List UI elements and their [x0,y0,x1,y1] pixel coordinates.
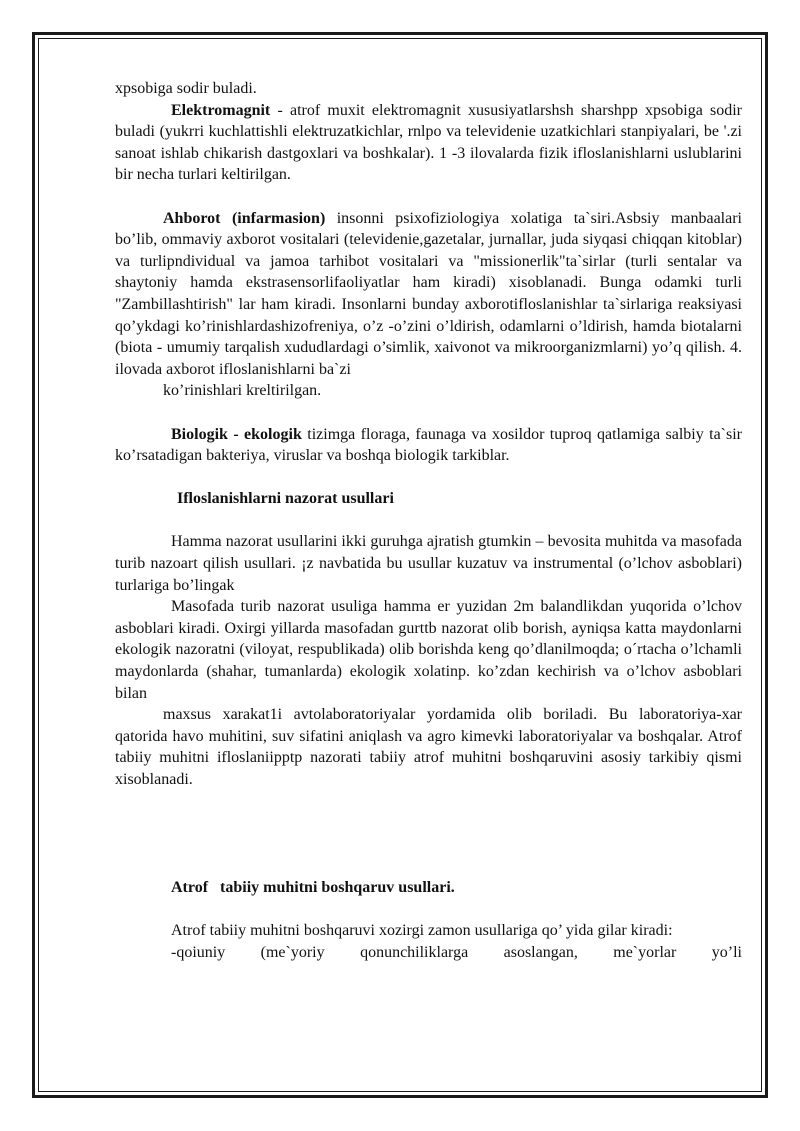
term-electromagnetic: Elektromagnit [171,101,271,119]
spacer [115,510,742,532]
section-heading-control-methods: Ifloslanishlarni nazorat usullari [177,490,394,508]
section-heading-management-methods: Atrof tabiiy muhitni boshqaruv usullari. [171,878,455,896]
spacer [115,467,742,489]
term-biological: Biologik - ekologik [171,425,302,443]
spacer [115,402,742,424]
paragraph-management-intro: Atrof tabiiy muhitni boshqaruvi xozirgi zamon usullariga qo’ yida gilar kiradi: [171,922,673,940]
paragraph-control-groups: Hamma nazorat usullarini ikki guruhga ajratish gtumkin – bevosita muhitda va masofada turib nazoart qilish usullari. ¡z navbatida bu usullar kuzatuv va instrumental (o’lchov asboblari) turlariga bo’lingak [115,533,742,594]
paragraph-continuation: xpsobiga sodir buladi. [115,80,257,97]
paragraph-biological: Biologik - ekologik tizimga floraga, faunaga va xosildor tuproq qatlamiga salbiy ta`sir ko’rsatadigan bakteriya, viruslar va boshqa biologik tarkiblar. [115,425,743,465]
spacer [115,834,742,856]
spacer [115,812,742,834]
spacer [115,186,742,208]
term-information: Ahborot (infarmasion) [163,209,326,227]
paragraph-remote-control-cont: maxsus xarakat1i avtolaboratoriyalar yordamida olib boriladi. Bu laboratoriya-xar qatorida havo muhitini, suv sifatini aniqlash va agro kimevki laboratoriyalar va boshqalar. Atrof tabiiy muhitni ifloslaniipptp nazorati tabiiy atrof muhitni boshqaruvini asosiy tarkibiy qismi xisoblanadi. [115,706,742,788]
paragraph-information: Ahborot (infarmasion) insonni psixofiziologiya xolatiga ta`siri.Asbsiy manbaalari bo’lib, ommaviy axborot vositalari (televidenie,gazetalar, jurnallar, juda siyqasi chiqqan kitoblar) va turlipndividual va jamoa tarhibot vositalari va "missionerlik"ta`sirlar (turli sentalar va shaytoniy hamda ekstrasensorlifaoliyatlar ham kiradi) xisoblanadi. Bunga odamki turli "Zambillashtirish" lar ham kiradi. Insonlarni bunday axborotifloslanishlar ta`sirlariga reaksiyasi qo’ykdagi ko’rinishlardashizofreniya, o’z -o’zini o’ldirish, odamlarni o’ldirish, hamda biotalarni (biota - umumiy tarqalish xududlardagi o’simlik, xaivonot va mikroorganizmlarni) yo’q qilish. 4. ilovada axborot ifloslanishlarni ba`zi [115,209,743,378]
paragraph-legal-methods: -qoiuniy (me`yoriy qonunchiliklarga asoslangan, me`yorlar yo’li [171,943,742,961]
spacer [115,855,742,877]
paragraph-electromagnetic: Elektromagnit - atrof muxit elektromagnit xususiyatlarshsh sharshpp xpsobiga sodir buladi (yukrri kuchlattishli elektruzatkichlar, rnlpo va televidenie uzatkichlari stanpiyalari, be '.zi sanoat ishlab chikarish dastgoxlari va boshkalar). 1 -3 ilovalarda fizik ifloslanishlarni uslublarini bir necha turlari keltirilgan. [115,101,742,184]
spacer [115,899,742,921]
paragraph-remote-control: Masofada turib nazorat usuliga hamma er yuzidan 2m balandlikdan yuqorida o’lchov asboblari kiradi. Oxirgi yillarda masofadan gurttb nazorat olib borish, ayniqsa katta maydonlarni ekologik nazoratni (viloyat, respublikada) olib borishda keng qo’dlanilmoqda; o´rtacha o’lchamli maydonlarda (shahar, tumanlarda) ekologik xolatinp. ko’zdan kechirish va o’lchov asboblari bilan [115,598,742,702]
document-body [115,78,742,963]
paragraph-information-last: ko’rinishlari kreltirilgan. [163,382,322,400]
spacer [115,791,742,813]
